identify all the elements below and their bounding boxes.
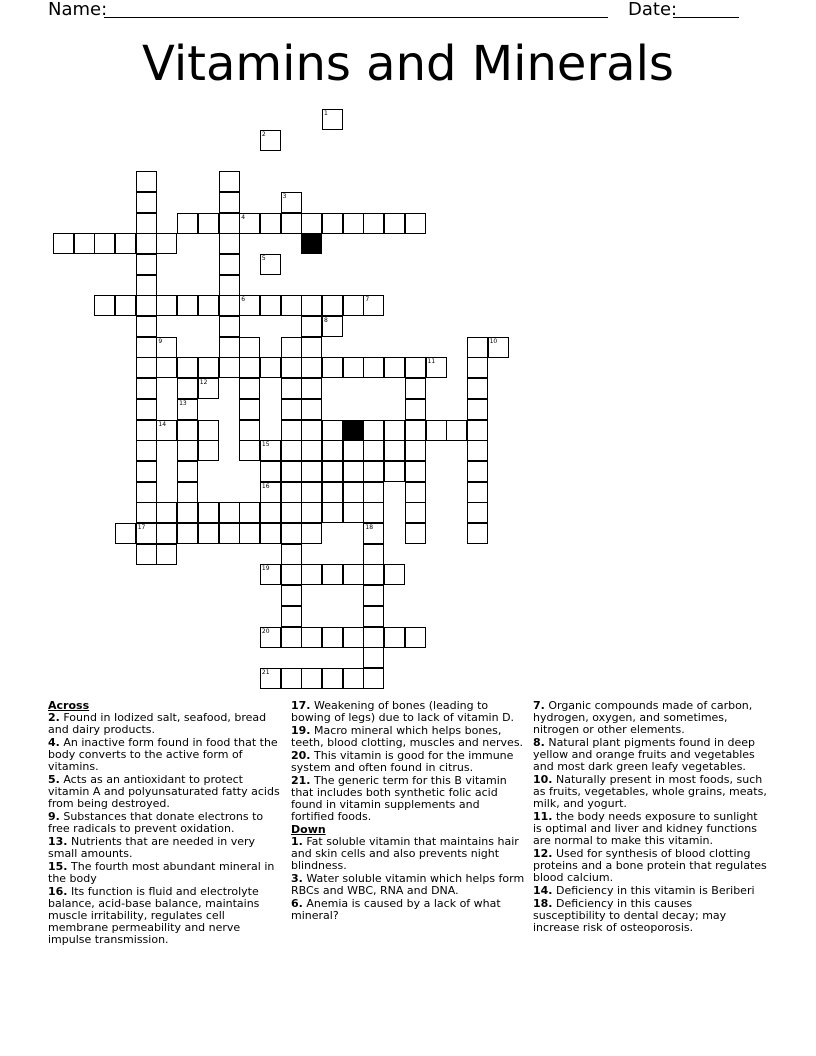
crossword-cell[interactable] [363, 461, 384, 482]
clue-item [533, 898, 768, 934]
crossword-cell[interactable] [94, 295, 115, 316]
crossword-cell[interactable] [136, 544, 157, 565]
clue-text: An inactive form found in food that the body converts to the active form of vitamins. [48, 736, 278, 773]
clue-text: Fat soluble vitamin that maintains hair and skin cells and also prevents night blindness. [291, 835, 519, 872]
crossword-cell[interactable] [136, 440, 157, 461]
crossword-cell[interactable] [405, 213, 426, 234]
crossword-cell[interactable] [177, 420, 198, 441]
crossword-cell[interactable] [239, 378, 260, 399]
clue-item [291, 700, 526, 724]
name-label: Name: [48, 0, 108, 20]
clue-text: Naturally present in most foods, such as fruits, vegetables, whole grains, meats, milk, and yogurt. [533, 773, 767, 810]
crossword-cell[interactable] [405, 482, 426, 503]
crossword-cell[interactable] [467, 420, 488, 441]
crossword-cell[interactable] [260, 668, 281, 689]
crossword-cell[interactable] [281, 378, 302, 399]
clue-item [533, 848, 768, 884]
crossword-cell[interactable] [405, 357, 426, 378]
crossword-cell[interactable] [198, 213, 219, 234]
crossword-cell[interactable] [363, 668, 384, 689]
crossword-cell[interactable] [177, 502, 198, 523]
crossword-cell[interactable] [467, 399, 488, 420]
blocked-cell [301, 233, 322, 254]
crossword-cell[interactable] [260, 564, 281, 585]
crossword-cell[interactable] [281, 420, 302, 441]
crossword-cell[interactable] [281, 564, 302, 585]
down-clues-list [291, 836, 526, 922]
crossword-cell[interactable] [343, 213, 364, 234]
clue-text: Substances that donate electrons to free radicals to prevent oxidation. [48, 810, 264, 835]
clue-text: the body needs exposure to sunlight is optimal and liver and kidney functions are normal to make this vitamin. [533, 810, 758, 847]
clue-item [291, 836, 526, 872]
down-clues-list-cont [533, 700, 768, 934]
clue-item [533, 700, 768, 736]
date-label: Date: [628, 0, 678, 20]
crossword-cell[interactable] [239, 337, 260, 358]
clue-number-label: 2. [48, 711, 60, 724]
clue-number: 13 [179, 399, 187, 407]
clue-text: Deficiency in this causes susceptibility to dental decay; may increase risk of osteoporosis. [533, 897, 727, 934]
crossword-cell[interactable] [260, 213, 281, 234]
crossword-cell[interactable] [467, 482, 488, 503]
crossword-cell[interactable] [384, 213, 405, 234]
clue-number-label: 16. [48, 885, 68, 898]
clue-number: 15 [261, 441, 270, 449]
clue-number: 4 [241, 213, 246, 221]
clue-item [48, 811, 283, 835]
clue-number-label: 14. [533, 884, 553, 897]
crossword-cell[interactable] [343, 295, 364, 316]
crossword-cell[interactable] [136, 337, 157, 358]
crossword-cell[interactable] [363, 357, 384, 378]
crossword-cell[interactable] [405, 461, 426, 482]
clue-number: 1 [324, 110, 328, 117]
crossword-cell[interactable] [281, 213, 302, 234]
crossword-cell[interactable] [136, 316, 157, 337]
crossword-cell[interactable] [136, 378, 157, 399]
clue-number: 21 [261, 668, 270, 676]
clue-number-label: 10. [533, 773, 553, 786]
clue-text: Deficiency in this vitamin is Beriberi [552, 884, 755, 897]
crossword-cell[interactable] [467, 337, 488, 358]
crossword-cell[interactable] [239, 357, 260, 378]
crossword-cell[interactable] [467, 378, 488, 399]
crossword-cell[interactable] [219, 502, 240, 523]
crossword-cell[interactable] [115, 233, 136, 254]
clue-text: The fourth most abundant mineral in the body [48, 860, 275, 885]
crossword-cell[interactable] [301, 627, 322, 648]
clue-number: 7 [365, 296, 370, 304]
clue-number: 9 [158, 337, 163, 345]
clue-number-label: 20. [291, 749, 311, 762]
clue-number: 17 [137, 524, 146, 531]
crossword-cell[interactable] [281, 295, 302, 316]
clue-number-label: 3. [291, 872, 303, 885]
clue-text: Anemia is caused by a lack of what mineral? [291, 897, 501, 922]
crossword-cell[interactable] [177, 378, 198, 399]
crossword-cell[interactable] [322, 564, 343, 585]
crossword-cell[interactable] [115, 523, 136, 544]
crossword-cell[interactable] [301, 482, 322, 503]
crossword-cell[interactable] [115, 295, 136, 316]
clue-text: Its function is fluid and electrolyte balance, acid-base balance, maintains muscle irritability, regulates cell membrane permeability and nerve impulse transmission. [48, 885, 260, 946]
clue-item [291, 725, 526, 749]
crossword-cell[interactable] [343, 482, 364, 503]
crossword-cell[interactable] [343, 627, 364, 648]
crossword-cell[interactable] [301, 668, 322, 689]
clue-number-label: 7. [533, 699, 545, 712]
crossword-cell[interactable] [156, 523, 177, 544]
clue-number-label: 11. [533, 810, 553, 823]
crossword-cell[interactable] [301, 378, 322, 399]
clue-text: The generic term for this B vitamin that includes both synthetic folic acid found in vitamin supplements and fortified foods. [291, 774, 507, 823]
clue-number: 10 [489, 337, 498, 345]
crossword-cell[interactable] [322, 461, 343, 482]
crossword-cell[interactable] [384, 420, 405, 441]
crossword-cell[interactable] [156, 357, 177, 378]
clue-number: 12 [199, 379, 208, 387]
crossword-cell[interactable] [343, 440, 364, 461]
crossword-cell[interactable] [260, 482, 281, 503]
across-clues-list-cont [291, 700, 526, 823]
crossword-cell[interactable] [301, 461, 322, 482]
crossword-cell[interactable] [405, 440, 426, 461]
crossword-cell[interactable] [301, 357, 322, 378]
crossword-cell[interactable] [281, 585, 302, 606]
crossword-cell[interactable] [281, 502, 302, 523]
clue-text: Nutrients that are needed in very small amounts. [48, 835, 256, 860]
crossword-cell[interactable] [219, 213, 240, 234]
crossword-cell[interactable] [219, 295, 240, 316]
crossword-cell[interactable] [198, 357, 219, 378]
crossword-cell[interactable] [281, 440, 302, 461]
across-heading: Across [48, 699, 90, 712]
crossword-cell[interactable] [260, 627, 281, 648]
clue-number: 14 [158, 420, 167, 428]
clue-number-label: 13. [48, 835, 68, 848]
crossword-cell[interactable] [239, 399, 260, 420]
crossword-cell[interactable] [198, 502, 219, 523]
crossword-cell[interactable] [405, 399, 426, 420]
crossword-cell[interactable] [177, 357, 198, 378]
clue-number: 16 [261, 482, 270, 490]
clue-number: 5 [261, 254, 266, 262]
crossword-cell[interactable] [405, 523, 426, 544]
crossword-cell[interactable] [384, 461, 405, 482]
clue-text: Found in Iodized salt, seafood, bread and dairy products. [48, 711, 267, 736]
crossword-cell[interactable] [405, 502, 426, 523]
crossword-cell[interactable] [301, 523, 322, 544]
crossword-cell[interactable] [239, 523, 260, 544]
crossword-cell[interactable] [281, 668, 302, 689]
crossword-cell[interactable] [301, 420, 322, 441]
crossword-cell[interactable] [363, 647, 384, 668]
crossword-cell[interactable] [281, 357, 302, 378]
clue-item [291, 775, 526, 823]
crossword-cell[interactable] [467, 357, 488, 378]
crossword-cell[interactable] [405, 378, 426, 399]
crossword-cell[interactable] [322, 357, 343, 378]
crossword-cell[interactable] [136, 420, 157, 441]
clue-item [48, 861, 283, 885]
crossword-cell[interactable] [136, 275, 157, 296]
crossword-cell[interactable] [281, 192, 302, 213]
crossword-cell[interactable] [322, 627, 343, 648]
clue-item [533, 885, 768, 897]
clue-number-label: 19. [291, 724, 311, 737]
crossword-cell[interactable] [198, 420, 219, 441]
clue-number-label: 17. [291, 699, 311, 712]
crossword-cell[interactable] [363, 606, 384, 627]
clue-number-label: 21. [291, 774, 311, 787]
crossword-cell[interactable] [136, 192, 157, 213]
crossword-cell[interactable] [384, 440, 405, 461]
clue-text: This vitamin is good for the immune system and often found in citrus. [291, 749, 514, 774]
crossword-cell[interactable] [384, 627, 405, 648]
crossword-cell[interactable] [136, 523, 157, 544]
crossword-cell[interactable] [281, 399, 302, 420]
crossword-cell[interactable] [136, 295, 157, 316]
crossword-cell[interactable] [322, 316, 343, 337]
crossword-cell[interactable] [281, 606, 302, 627]
clue-number: 6 [241, 296, 246, 304]
crossword-cell[interactable] [301, 213, 322, 234]
clue-number-label: 1. [291, 835, 303, 848]
crossword-cell[interactable] [281, 482, 302, 503]
crossword-cell[interactable] [156, 295, 177, 316]
crossword-cell[interactable] [156, 544, 177, 565]
crossword-cell[interactable] [322, 502, 343, 523]
crossword-cell[interactable] [281, 627, 302, 648]
crossword-cell[interactable] [363, 420, 384, 441]
crossword-cell[interactable] [177, 482, 198, 503]
crossword-cell[interactable] [343, 668, 364, 689]
clue-number-label: 4. [48, 736, 60, 749]
crossword-cell[interactable] [260, 440, 281, 461]
crossword-cell[interactable] [405, 627, 426, 648]
crossword-cell[interactable] [260, 502, 281, 523]
crossword-cell[interactable] [219, 316, 240, 337]
crossword-cell[interactable] [260, 357, 281, 378]
crossword-cell[interactable] [219, 233, 240, 254]
crossword-cell[interactable] [156, 502, 177, 523]
crossword-cell[interactable] [301, 295, 322, 316]
crossword-cell[interactable] [177, 440, 198, 461]
crossword-cell[interactable] [177, 295, 198, 316]
crossword-cell[interactable] [363, 502, 384, 523]
crossword-cell[interactable] [156, 337, 177, 358]
crossword-cell[interactable] [281, 523, 302, 544]
crossword-cell[interactable] [198, 523, 219, 544]
crossword-cell[interactable] [177, 461, 198, 482]
crossword-cell[interactable] [301, 564, 322, 585]
crossword-cell[interactable] [94, 233, 115, 254]
crossword-cell[interactable] [384, 564, 405, 585]
crossword-cell[interactable] [74, 233, 95, 254]
blocked-cell [343, 420, 364, 441]
crossword-cell[interactable] [363, 295, 384, 316]
crossword-cell[interactable] [198, 295, 219, 316]
crossword-cell[interactable] [343, 357, 364, 378]
crossword-cell[interactable] [136, 461, 157, 482]
clue-item [533, 811, 768, 847]
clue-number-label: 9. [48, 810, 60, 823]
clue-item [48, 774, 283, 810]
clue-text: Weakening of bones (leading to bowing of legs) due to lack of vitamin D. [291, 699, 515, 724]
crossword-cell[interactable] [384, 357, 405, 378]
clue-number: 2 [261, 130, 266, 138]
crossword-cell[interactable] [322, 482, 343, 503]
crossword-cell[interactable] [260, 130, 281, 151]
clue-text: Used for synthesis of blood clotting proteins and a bone protein that regulates blood calcium. [533, 847, 767, 884]
crossword-cell[interactable] [343, 564, 364, 585]
crossword-cell[interactable] [363, 544, 384, 565]
crossword-cell[interactable] [136, 213, 157, 234]
crossword-cell[interactable] [136, 357, 157, 378]
crossword-cell[interactable] [363, 627, 384, 648]
crossword-cell[interactable] [467, 440, 488, 461]
crossword-cell[interactable] [239, 440, 260, 461]
crossword-cell[interactable] [322, 109, 343, 130]
crossword-cell[interactable] [426, 420, 447, 441]
crossword-cell[interactable] [239, 213, 260, 234]
clues-section [0, 700, 816, 1000]
clues-column-1 [48, 700, 283, 947]
clues-column-2 [291, 700, 526, 923]
crossword-cell[interactable] [198, 378, 219, 399]
crossword-cell[interactable] [219, 254, 240, 275]
clue-number: 8 [324, 317, 328, 324]
crossword-cell[interactable] [405, 420, 426, 441]
crossword-cell[interactable] [156, 420, 177, 441]
crossword-cell[interactable] [219, 192, 240, 213]
crossword-cell[interactable] [219, 357, 240, 378]
clue-text: Natural plant pigments found in deep yellow and orange fruits and vegetables and most dark green leafy vegetables. [533, 736, 756, 773]
crossword-cell[interactable] [198, 440, 219, 461]
clue-item [48, 712, 283, 736]
crossword-cell[interactable] [260, 523, 281, 544]
crossword-cell[interactable] [219, 171, 240, 192]
clue-text: Water soluble vitamin which helps form RBCs and WBC, RNA and DNA. [291, 872, 525, 897]
clue-number-label: 18. [533, 897, 553, 910]
crossword-cell[interactable] [136, 482, 157, 503]
across-clues-list [48, 712, 283, 946]
crossword-cell[interactable] [343, 502, 364, 523]
down-heading: Down [291, 823, 326, 836]
crossword-cell[interactable] [177, 213, 198, 234]
crossword-cell[interactable] [260, 295, 281, 316]
crossword-cell[interactable] [363, 564, 384, 585]
crossword-cell[interactable] [363, 213, 384, 234]
crossword-cell[interactable] [156, 233, 177, 254]
crossword-cell[interactable] [281, 461, 302, 482]
crossword-cell[interactable] [219, 523, 240, 544]
clues-column-3 [533, 700, 768, 935]
crossword-cell[interactable] [219, 275, 240, 296]
clue-number: 11 [427, 358, 436, 366]
crossword-cell[interactable] [281, 544, 302, 565]
clue-number-label: 12. [533, 847, 553, 860]
crossword-cell[interactable] [426, 357, 447, 378]
crossword-cell[interactable] [53, 233, 74, 254]
clue-item [291, 898, 526, 922]
page-title: Vitamins and Minerals [142, 36, 674, 92]
crossword-cell[interactable] [322, 668, 343, 689]
clue-item [533, 737, 768, 773]
crossword-cell[interactable] [446, 420, 467, 441]
clue-item [48, 737, 283, 773]
crossword-cell[interactable] [136, 502, 157, 523]
crossword-cell[interactable] [301, 502, 322, 523]
clue-item [291, 750, 526, 774]
clue-number: 20 [261, 627, 270, 635]
crossword-cell[interactable] [136, 171, 157, 192]
crossword-cell[interactable] [239, 420, 260, 441]
clue-item [48, 886, 283, 946]
clue-text: Organic compounds made of carbon, hydrogen, oxygen, and sometimes, nitrogen or other elements. [533, 699, 753, 736]
clue-number-label: 6. [291, 897, 303, 910]
crossword-cell[interactable] [467, 461, 488, 482]
clue-number-label: 15. [48, 860, 68, 873]
crossword-cell[interactable] [219, 337, 240, 358]
crossword-cell[interactable] [177, 399, 198, 420]
crossword-cell[interactable] [322, 213, 343, 234]
crossword-cell[interactable] [239, 295, 260, 316]
crossword-cell[interactable] [136, 254, 157, 275]
crossword-cell[interactable] [467, 502, 488, 523]
crossword-cell[interactable] [177, 523, 198, 544]
crossword-cell[interactable] [281, 337, 302, 358]
clue-text: Macro mineral which helps bones, teeth, blood clotting, muscles and nerves. [291, 724, 524, 749]
crossword-cell[interactable] [363, 523, 384, 544]
crossword-cell[interactable] [260, 254, 281, 275]
crossword-cell[interactable] [301, 316, 322, 337]
clue-number-label: 5. [48, 773, 60, 786]
crossword-cell[interactable] [136, 399, 157, 420]
crossword-cell[interactable] [301, 440, 322, 461]
crossword-cell[interactable] [260, 461, 281, 482]
crossword-cell[interactable] [322, 295, 343, 316]
crossword-cell[interactable] [301, 337, 322, 358]
crossword-cell[interactable] [363, 482, 384, 503]
crossword-cell[interactable] [301, 399, 322, 420]
crossword-cell[interactable] [239, 502, 260, 523]
crossword-cell[interactable] [363, 440, 384, 461]
crossword-cell[interactable] [322, 440, 343, 461]
clue-item [533, 774, 768, 810]
clue-item [48, 836, 283, 860]
clue-number: 3 [282, 192, 287, 200]
clue-number: 19 [261, 565, 270, 573]
crossword-cell[interactable] [343, 461, 364, 482]
clue-number: 18 [365, 524, 374, 531]
clue-text: Acts as an antioxidant to protect vitamin A and polyunsaturated fatty acids from being destroyed. [48, 773, 280, 810]
crossword-cell[interactable] [363, 585, 384, 606]
crossword-cell[interactable] [467, 523, 488, 544]
clue-number-label: 8. [533, 736, 545, 749]
crossword-cell[interactable] [488, 337, 509, 358]
crossword-cell[interactable] [136, 233, 157, 254]
clue-item [291, 873, 526, 897]
crossword-cell[interactable] [322, 420, 343, 441]
